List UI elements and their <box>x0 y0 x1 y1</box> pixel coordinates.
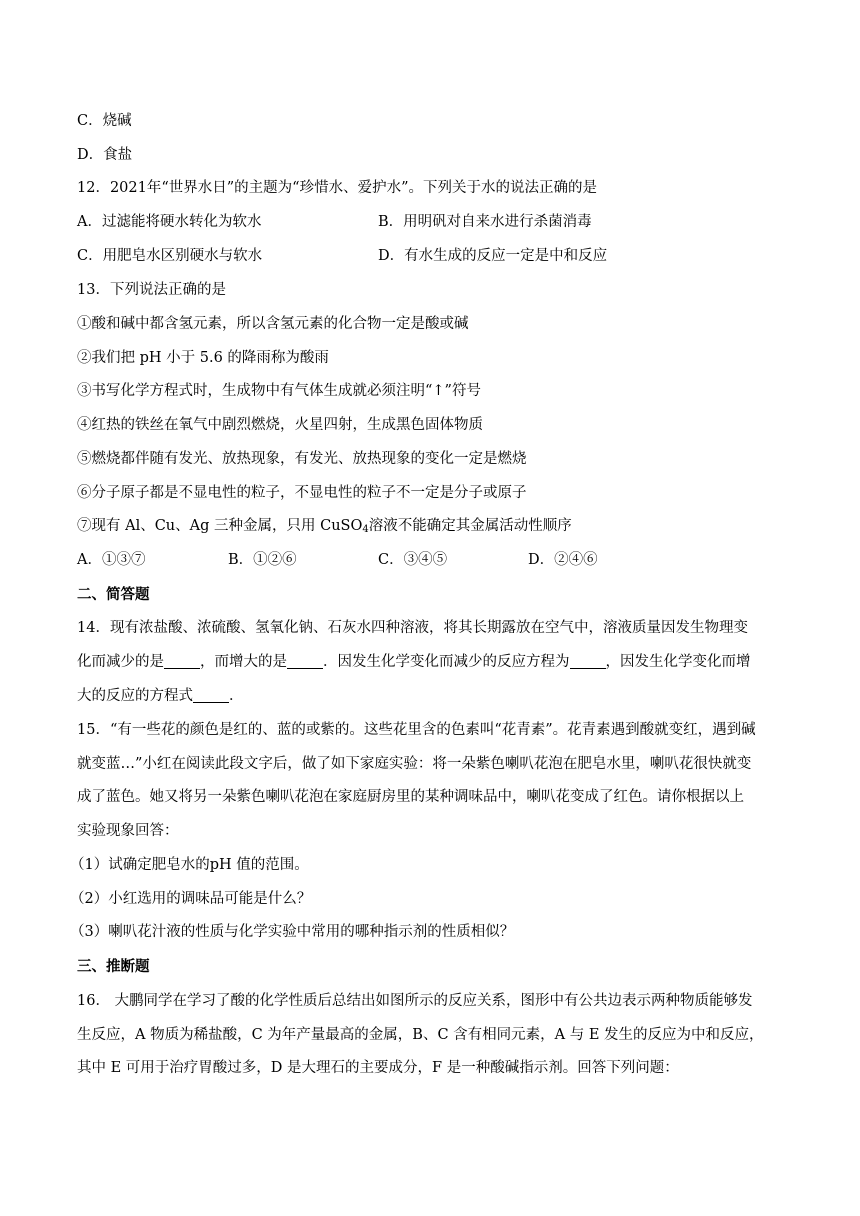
q15-part-2: （2）小红选用的调味品可能是什么？ <box>70 891 312 907</box>
q14-line-1: 14．现有浓盐酸、浓硫酸、氢氧化钠、石灰水四种溶液，将其长期露放在空气中，溶液质量因发生物理变 <box>77 620 748 636</box>
q11-option-d: D．食盐 <box>77 147 133 163</box>
q13-option-d: D．②④⑥ <box>528 552 598 568</box>
q12-option-a: A．过滤能将硬水转化为软水 <box>77 214 262 230</box>
q14-text-a: 化而减少的是 <box>77 654 164 670</box>
q13-statement-3: ③书写化学方程式时，生成物中有气体生成就必须注明“↑”符号 <box>77 383 481 399</box>
q14-text-e: 大的反应的方程式 <box>77 688 193 704</box>
q16-line-1: 16． 大鹏同学在学习了酸的化学性质后总结出如图所示的反应关系，图形中有公共边表示两种物质能够发 <box>77 993 753 1009</box>
q12-option-d: D．有水生成的反应一定是中和反应 <box>378 248 608 264</box>
q12-option-c: C．用肥皂水区别硬水与软水 <box>77 248 263 264</box>
q13-statement-7-part1: ⑦现有 Al、Cu、Ag 三种金属，只用 CuSO <box>77 518 363 534</box>
q13-statement-4: ④红热的铁丝在氧气中剧烈燃烧，火星四射，生成黑色固体物质 <box>77 417 483 433</box>
q14-text-d: ，因发生化学变化而增 <box>605 654 751 670</box>
q15-line-2: 就变蓝…”小红在阅读此段文字后，做了如下家庭实验：将一朵紫色喇叭花泡在肥皂水里，喇叭花很快就变 <box>77 756 752 772</box>
q11-option-c: C．烧碱 <box>77 113 132 129</box>
q13-option-b: B．①②⑥ <box>228 552 297 568</box>
answer-blank <box>287 652 323 669</box>
answer-blank <box>570 652 606 669</box>
answer-blank <box>193 686 229 703</box>
q12-stem: 12．2021年“世界水日”的主题为“珍惜水、爱护水”。下列关于水的说法正确的是 <box>77 180 598 196</box>
answer-blank <box>164 652 200 669</box>
section-heading-inference: 三、推断题 <box>77 958 150 975</box>
q13-statement-7-subscript: 4 <box>362 524 369 535</box>
q15-line-1: 15．“有一些花的颜色是红的、蓝的或紫的。这些花里含的色素叫“花青素”。花青素遇到酸就变红，遇到碱 <box>77 722 756 738</box>
q13-statement-7-part2: 溶液不能确定其金属活动性顺序 <box>368 518 572 534</box>
q14-line-2 <box>77 652 751 672</box>
q14-text-b: ，而增大的是 <box>200 654 287 670</box>
q13-statement-5: ⑤燃烧都伴随有发光、放热现象，有发光、放热现象的变化一定是燃烧 <box>77 451 527 467</box>
q13-statement-6: ⑥分子原子都是不显电性的粒子，不显电性的粒子不一定是分子或原子 <box>77 485 527 501</box>
q13-statement-7 <box>77 516 572 536</box>
q13-option-c: C．③④⑤ <box>378 552 448 568</box>
q15-part-1: （1）试确定肥皂水的pH 值的范围。 <box>70 857 309 873</box>
q15-line-4: 实验现象回答： <box>77 823 179 839</box>
q16-line-2: 生反应，A 物质为稀盐酸，C 为年产量最高的金属，B、C 含有相同元素，A 与 E 发生的反应为中和反应， <box>77 1027 764 1043</box>
q13-statement-1: ①酸和碱中都含氢元素，所以含氢元素的化合物一定是酸或碱 <box>77 316 469 332</box>
q13-statement-2: ②我们把 pH 小于 5.6 的降雨称为酸雨 <box>77 350 329 366</box>
q15-part-3: （3）喇叭花汁液的性质与化学实验中常用的哪种指示剂的性质相似？ <box>70 924 515 940</box>
q12-option-b: B．用明矾对自来水进行杀菌消毒 <box>378 214 592 230</box>
section-heading-short-answer: 二、简答题 <box>77 586 150 603</box>
q14-text-c: ．因发生化学变化而减少的反应方程为 <box>323 654 570 670</box>
q15-line-3: 成了蓝色。她又将另一朵紫色喇叭花泡在家庭厨房里的某种调味品中，喇叭花变成了红色。请你根据以上 <box>77 789 744 805</box>
q16-line-3: 其中 E 可用于治疗胃酸过多，D 是大理石的主要成分，F 是一种酸碱指示剂。回答下列问题： <box>77 1060 679 1076</box>
q14-text-f: ． <box>229 688 244 704</box>
q13-stem: 13．下列说法正确的是 <box>77 282 226 298</box>
q13-option-a: A．①③⑦ <box>77 552 146 568</box>
q14-line-3 <box>77 686 244 706</box>
